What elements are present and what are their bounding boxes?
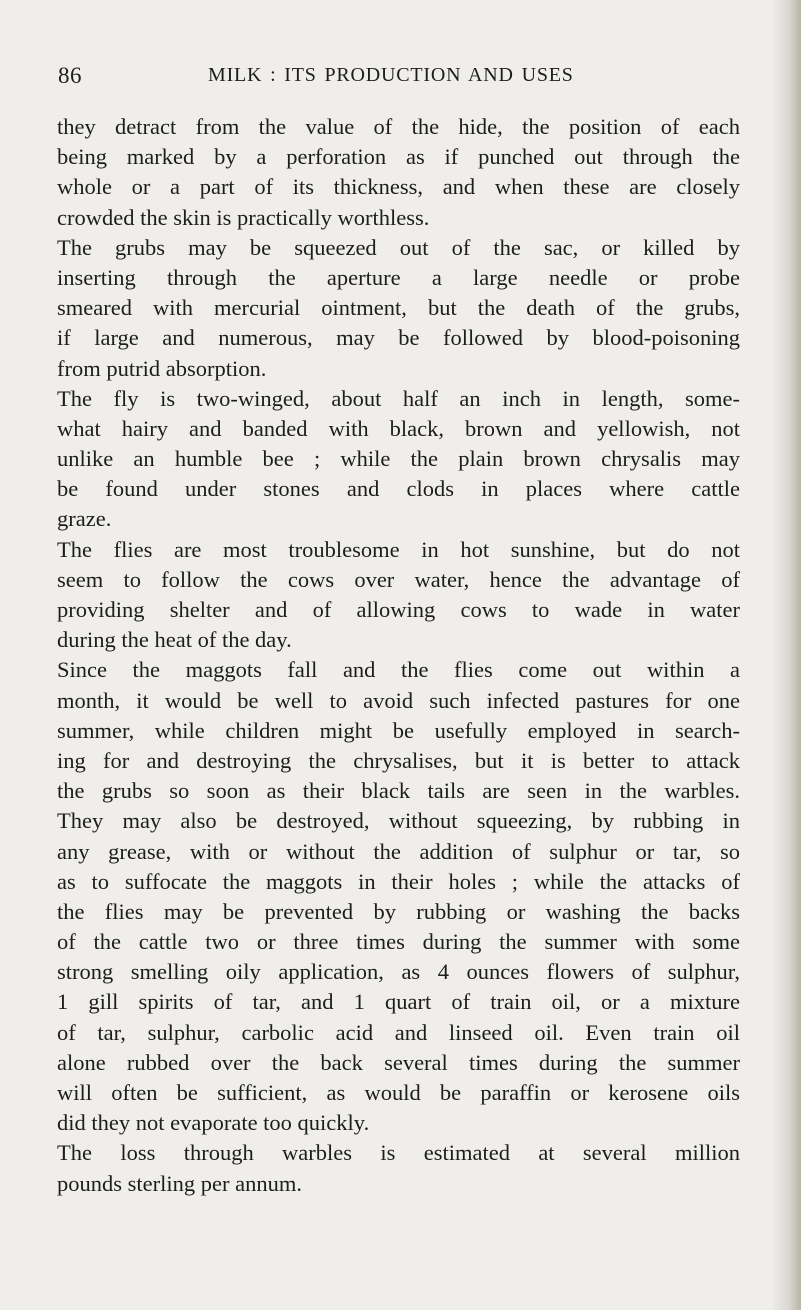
text-line: Since the maggots fall and the flies come out within a	[57, 657, 740, 683]
text-line: The grubs may be squeezed out of the sac, or killed by	[57, 234, 740, 260]
text-line: The fly is two-winged, about half an inch in length, some-	[57, 385, 740, 411]
text-line: during the heat of the day.	[57, 627, 292, 653]
running-title: MILK : ITS PRODUCTION AND USES	[208, 64, 574, 86]
text-line: 1 gill spirits of tar, and 1 quart of train oil, or a mixture	[57, 989, 740, 1015]
text-line: inserting through the aperture a large needle or probe	[57, 264, 740, 290]
body-text	[57, 112, 740, 1199]
text-line: of the cattle two or three times during the summer with some	[57, 929, 740, 955]
page-number: 86	[58, 63, 82, 88]
text-line: as to suffocate the maggots in their holes ; while the attacks of	[57, 868, 740, 894]
text-line: providing shelter and of allowing cows to wade in water	[57, 597, 740, 622]
text-line: did they not evaporate too quickly.	[57, 1110, 370, 1136]
text-line: being marked by a perforation as if punched out through the	[57, 144, 740, 170]
text-line: whole or a part of its thickness, and when these are closely	[57, 174, 740, 200]
text-line: strong smelling oily application, as 4 ounces flowers of sulphur,	[57, 959, 740, 985]
text-line: the flies may be prevented by rubbing or washing the backs	[57, 898, 740, 924]
text-line: alone rubbed over the back several times during the summer	[57, 1049, 740, 1075]
text-line: what hairy and banded with black, brown and yellowish, not	[57, 415, 740, 441]
text-line: of tar, sulphur, carbolic acid and linseed oil. Even train oil	[57, 1019, 740, 1045]
text-line: They may also be destroyed, without squeezing, by rubbing in	[57, 808, 740, 834]
text-line: summer, while children might be usefully employed in search-	[57, 717, 740, 743]
text-line: crowded the skin is practically worthless.	[57, 204, 430, 230]
text-line: any grease, with or without the addition of sulphur or tar, so	[57, 838, 740, 864]
text-line: the grubs so soon as their black tails are seen in the warbles.	[57, 778, 740, 804]
page-header	[58, 63, 758, 93]
text-line: be found under stones and clods in places where cattle	[57, 476, 740, 502]
text-line: The flies are most troublesome in hot sunshine, but do not	[57, 536, 740, 562]
text-line: unlike an humble bee ; while the plain brown chrysalis may	[57, 446, 740, 472]
text-line: The loss through warbles is estimated at several million	[57, 1140, 740, 1166]
text-line: will often be sufficient, as would be paraffin or kerosene oils	[57, 1080, 740, 1105]
text-line: smeared with mercurial ointment, but the death of the grubs,	[57, 295, 740, 321]
text-line: ing for and destroying the chrysalises, but it is better to attack	[57, 747, 740, 773]
text-line: they detract from the value of the hide, the position of each	[57, 114, 740, 139]
text-line: pounds sterling per annum.	[57, 1170, 302, 1196]
text-line: seem to follow the cows over water, hence the advantage of	[57, 566, 740, 592]
text-line: from putrid absorption.	[57, 355, 267, 381]
text-line: month, it would be well to avoid such infected pastures for one	[57, 687, 740, 713]
page-edge-shadow	[771, 0, 801, 1310]
text-line: if large and numerous, may be followed by blood-poisoning	[57, 325, 740, 351]
text-line: graze.	[57, 506, 112, 532]
